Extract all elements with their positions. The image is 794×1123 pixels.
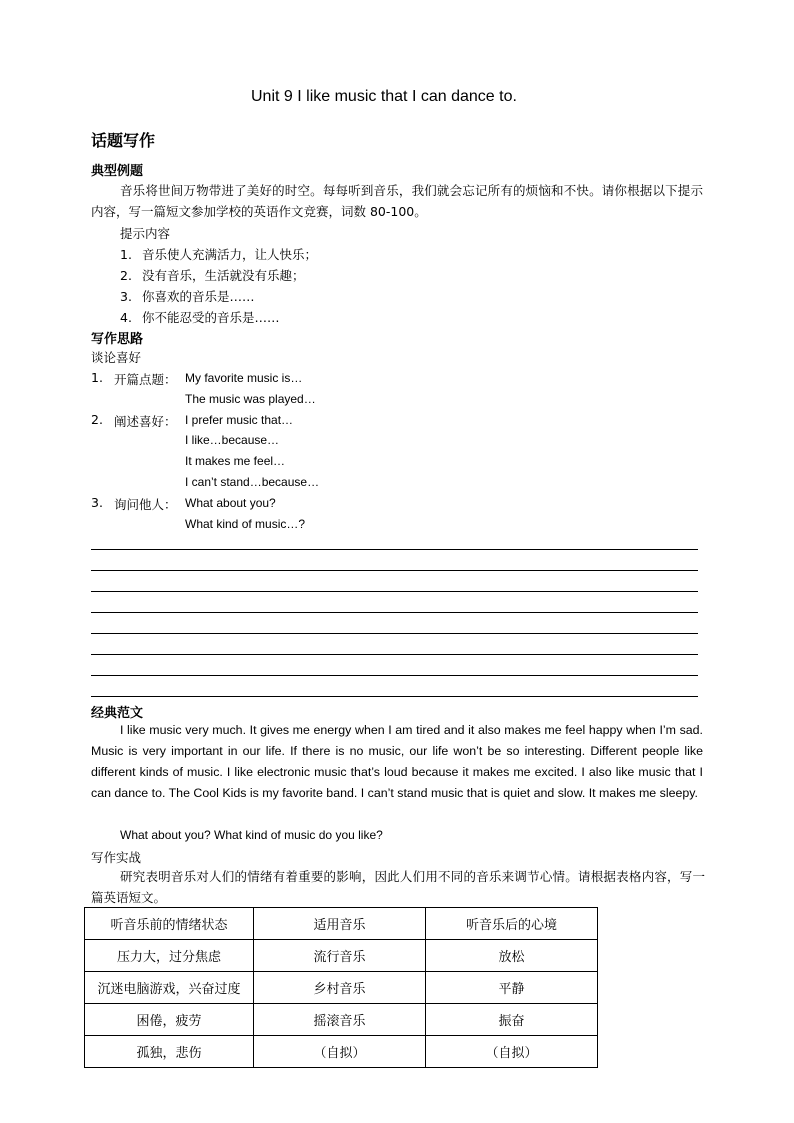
idea-line: What kind of music…? — [185, 517, 306, 531]
mood-music-table — [84, 907, 598, 1068]
hint-item — [120, 308, 280, 326]
answer-line — [91, 654, 698, 655]
practice-heading: 写作实战 — [91, 850, 142, 865]
table-row — [85, 1036, 598, 1068]
model-paragraph: I like music very much. It gives me energy when I am tired and it also makes me feel happy when I’m sad. Music is very important in our life. If there is no music, our life won’t be so interesting. Different people like different kinds of music. I like electronic music that’s loud because it makes me excited. I also like music that I can dance to. The Cool Kids is my favorite band. I can’t stand music that is quiet and slow. It makes me sleepy. — [91, 723, 703, 800]
hint-item — [120, 266, 305, 284]
idea-line: The music was played… — [185, 392, 316, 406]
idea-line: I prefer music that… — [185, 413, 294, 427]
table-header: 适用音乐 — [254, 908, 426, 940]
idea-number: 3. — [91, 495, 103, 510]
table-cell: 放松 — [426, 940, 598, 972]
hints-label: 提示内容 — [120, 226, 171, 241]
idea-number: 1. — [91, 370, 103, 385]
ideas-heading: 写作思路 — [91, 332, 144, 347]
hint-item — [120, 287, 255, 305]
answer-line — [91, 696, 698, 697]
section-heading: 话题写作 — [91, 131, 156, 150]
answer-line — [91, 633, 698, 634]
answer-line — [91, 675, 698, 676]
answer-line — [91, 591, 698, 592]
hint-text: 你喜欢的音乐是…… — [142, 289, 255, 304]
table-cell: 平静 — [426, 972, 598, 1004]
hint-number: 4. — [120, 310, 132, 325]
idea-line: My favorite music is… — [185, 371, 303, 385]
idea-line: I can’t stand…because… — [185, 475, 320, 489]
table-row — [85, 940, 598, 972]
idea-line: What about you? — [185, 496, 276, 510]
model-closing: What about you? What kind of music do you like? — [120, 828, 383, 842]
idea-label: 开篇点题： — [114, 372, 177, 387]
table-cell: 流行音乐 — [254, 940, 426, 972]
hint-item — [120, 245, 317, 263]
table-cell: 困倦，疲劳 — [85, 1004, 254, 1036]
example-prompt: 音乐将世间万物带进了美好的时空。每每听到音乐，我们就会忘记所有的烦恼和不快。请你根据以下提示内容，写一篇短文参加学校的英语作文竞赛，词数 80-100。 — [91, 183, 703, 219]
example-heading: 典型例题 — [91, 164, 144, 179]
table-cell: 乡村音乐 — [254, 972, 426, 1004]
table-header-row — [85, 908, 598, 940]
hint-number: 2. — [120, 268, 132, 283]
table-header: 听音乐后的心境 — [426, 908, 598, 940]
idea-number: 2. — [91, 412, 103, 427]
table-cell: 振奋 — [426, 1004, 598, 1036]
table-cell: 沉迷电脑游戏，兴奋过度 — [85, 972, 254, 1004]
hint-number: 3. — [120, 289, 132, 304]
hint-text: 没有音乐，生活就没有乐趣； — [142, 268, 305, 283]
table-cell: 孤独，悲伤 — [85, 1036, 254, 1068]
answer-line — [91, 570, 698, 571]
table-cell: （自拟） — [254, 1036, 426, 1068]
page-title: Unit 9 I like music that I can dance to. — [251, 88, 517, 105]
answer-line — [91, 549, 698, 550]
hint-number: 1. — [120, 247, 132, 262]
hint-text: 你不能忍受的音乐是…… — [142, 310, 280, 325]
model-heading: 经典范文 — [91, 706, 144, 721]
idea-line: I like…because… — [185, 433, 280, 447]
hint-text: 音乐使人充满活力，让人快乐； — [142, 247, 318, 262]
table-row — [85, 1004, 598, 1036]
idea-label: 询问他人： — [114, 497, 177, 512]
table-cell: （自拟） — [426, 1036, 598, 1068]
ideas-subheading: 谈论喜好 — [91, 350, 142, 365]
answer-line — [91, 612, 698, 613]
idea-label: 阐述喜好： — [114, 414, 177, 429]
table-cell: 摇滚音乐 — [254, 1004, 426, 1036]
table-cell: 压力大，过分焦虑 — [85, 940, 254, 972]
practice-prompt: 研究表明音乐对人们的情绪有着重要的影响，因此人们用不同的音乐来调节心情。请根据表格内容，写一篇英语短文。 — [91, 869, 705, 905]
table-row — [85, 972, 598, 1004]
table-header: 听音乐前的情绪状态 — [85, 908, 254, 940]
idea-line: It makes me feel… — [185, 454, 286, 468]
